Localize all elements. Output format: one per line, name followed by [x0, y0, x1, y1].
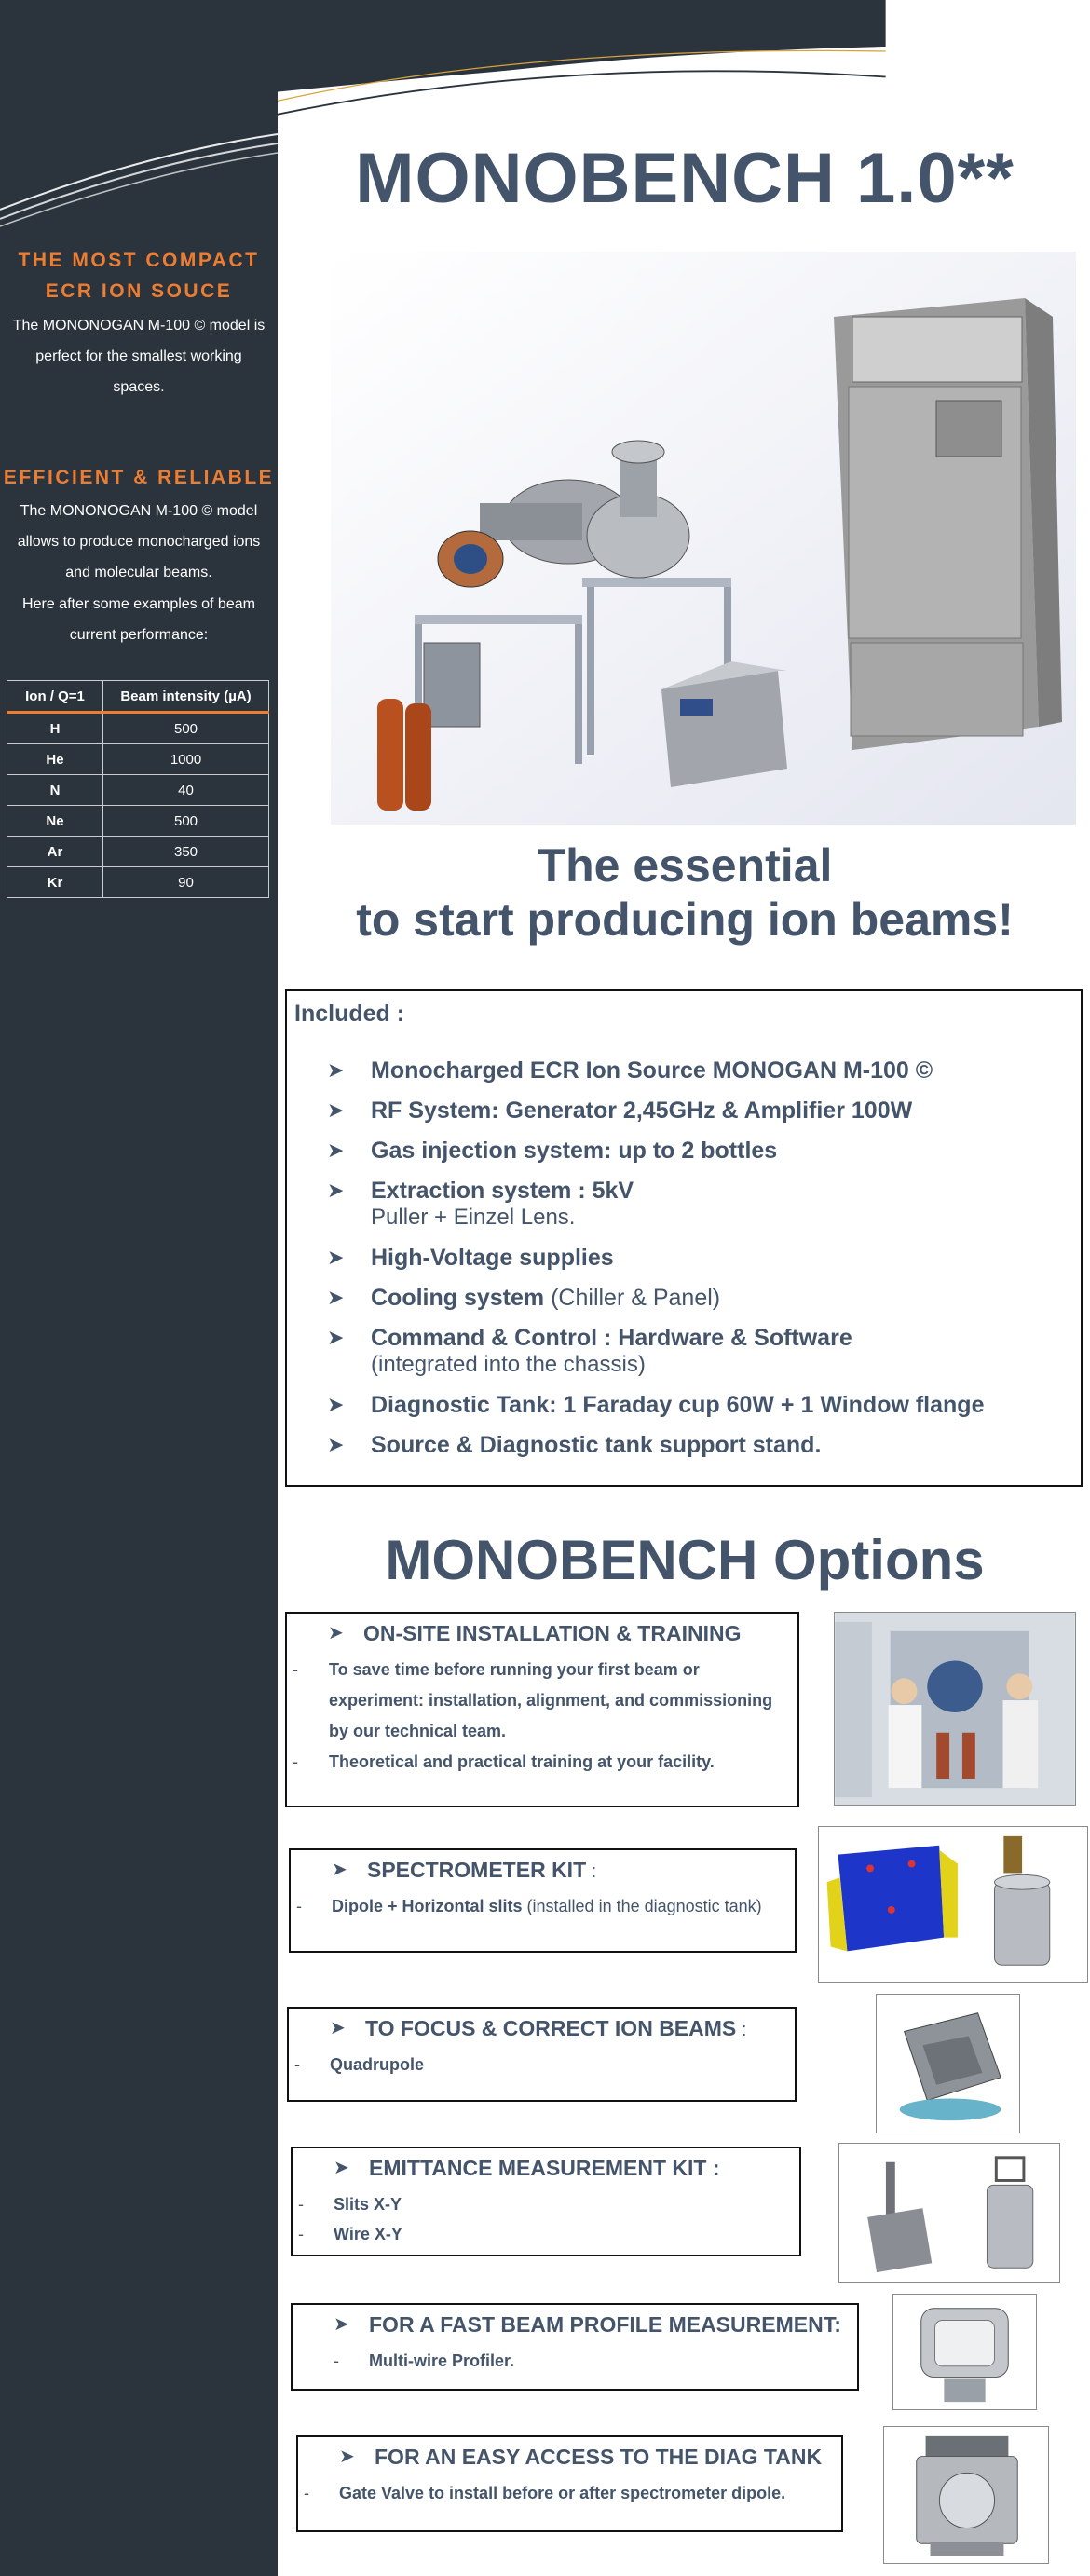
option-spectrometer-title	[367, 1858, 596, 1883]
arrow-bullet-icon: ➤	[327, 1098, 345, 1122]
page-title: MONOBENCH 1.0**	[355, 139, 1015, 218]
sidebar-reliable-text-3: and molecular beams.	[65, 565, 212, 580]
table-cell-value: 1000	[103, 744, 269, 775]
dash-bullet-icon: -	[298, 2225, 304, 2243]
option-emittance-title: EMITTANCE MEASUREMENT KIT :	[369, 2156, 720, 2180]
sidebar-reliable-text-2: allows to produce monocharged ions	[17, 534, 261, 550]
included-item-text: Monocharged ECR Ion Source MONOGAN M-100 ©	[371, 1057, 933, 1084]
arrow-bullet-icon: ➤	[327, 1326, 345, 1349]
table-cell-value: 90	[103, 867, 269, 898]
tagline	[279, 838, 1090, 947]
sidebar-compact-text-3: spaces.	[113, 379, 165, 395]
option-install-line-1: To save time before running your first beam or	[329, 1660, 700, 1679]
table-row	[7, 867, 269, 898]
dash-bullet-icon: -	[294, 2055, 300, 2074]
arrow-bullet-icon: ➤	[339, 2447, 355, 2467]
dash-bullet-icon: -	[304, 2484, 309, 2502]
table-cell-ion: H	[7, 713, 103, 744]
option-emittance-line-1: Slits X-Y	[334, 2195, 402, 2214]
option-spectrometer-title-suffix: :	[586, 1861, 597, 1882]
option-emittance-box	[291, 2147, 801, 2256]
included-item-sub: (integrated into the chassis)	[371, 1352, 646, 1377]
table-cell-value: 350	[103, 837, 269, 867]
option-profile-box	[291, 2303, 859, 2391]
option-emittance-line-2: Wire X-Y	[334, 2225, 402, 2243]
quadrupole-photo	[876, 1994, 1020, 2133]
table-header-ion: Ion / Q=1	[7, 681, 103, 713]
table-header-intensity: Beam intensity (µA)	[103, 681, 269, 713]
sidebar-compact-text-2: perfect for the smallest working	[35, 348, 242, 364]
table-cell-value: 500	[103, 806, 269, 837]
option-install-line-3: by our technical team.	[329, 1722, 507, 1740]
table-header-row	[7, 681, 269, 713]
included-item-rest: (Chiller & Panel)	[544, 1285, 721, 1311]
sidebar-reliable-text-4: Here after some examples of beam	[22, 596, 255, 612]
table-row	[7, 837, 269, 867]
included-item-text: Extraction system : 5kV	[371, 1178, 634, 1204]
included-title: Included :	[294, 1001, 405, 1027]
sidebar-compact-text-1: The MONONOGAN M-100 © model is	[12, 318, 266, 334]
option-focus-title	[365, 2016, 746, 2041]
option-spectrometer-title-text: SPECTROMETER KIT	[367, 1858, 587, 1882]
sidebar-reliable-text-1: The MONONOGAN M-100 © model	[20, 503, 258, 519]
arrow-bullet-icon: ➤	[327, 1138, 345, 1162]
emittance-kit-photo	[838, 2143, 1060, 2283]
option-diag-box	[296, 2435, 843, 2532]
option-diag-title: FOR AN EASY ACCESS TO THE DIAG TANK	[375, 2445, 823, 2469]
table-cell-ion: Kr	[7, 867, 103, 898]
option-install-line-4: Theoretical and practical training at your facility.	[329, 1752, 715, 1771]
spectrometer-photo	[818, 1826, 1088, 1983]
tagline-line-1: The essential	[537, 839, 833, 892]
table-row	[7, 806, 269, 837]
table-row	[7, 713, 269, 744]
arrow-bullet-icon: ➤	[327, 1393, 345, 1416]
table-cell-ion: N	[7, 775, 103, 806]
table-cell-value: 40	[103, 775, 269, 806]
option-spectrometer-box	[289, 1848, 797, 1953]
arrow-bullet-icon: ➤	[327, 1058, 345, 1082]
option-diag-line: Gate Valve to install before or after spectrometer dipole.	[339, 2484, 786, 2502]
option-spectrometer-line	[332, 1897, 762, 1916]
option-profile-title: FOR A FAST BEAM PROFILE MEASUREMENT:	[369, 2312, 841, 2337]
table-row	[7, 775, 269, 806]
dash-bullet-icon: -	[293, 1752, 298, 1771]
option-spectrometer-line-bold: Dipole + Horizontal slits	[332, 1897, 523, 1915]
included-item-text: High-Voltage supplies	[371, 1245, 614, 1271]
option-install-line-2: experiment: installation, alignment, and commissioning	[329, 1691, 773, 1710]
sidebar-heading-reliable: EFFICIENT & RELIABLE	[3, 467, 275, 488]
sidebar-swoosh-lines	[0, 121, 278, 233]
options-title: MONOBENCH Options	[385, 1529, 985, 1591]
included-box	[285, 989, 1083, 1487]
option-install-box	[285, 1612, 799, 1807]
option-profile-line: Multi-wire Profiler.	[369, 2351, 515, 2370]
arrow-bullet-icon: ➤	[327, 1246, 345, 1269]
arrow-bullet-icon: ➤	[327, 1179, 345, 1202]
arrow-bullet-icon: ➤	[328, 1623, 344, 1643]
arrow-bullet-icon: ➤	[332, 1860, 347, 1880]
included-item-text: Gas injection system: up to 2 bottles	[371, 1138, 778, 1164]
profiler-photo	[892, 2294, 1037, 2410]
sidebar-heading-compact-2: ECR ION SOUCE	[45, 280, 233, 302]
sidebar-heading-compact-1: THE MOST COMPACT	[18, 250, 260, 271]
included-item-sub: Puller + Einzel Lens.	[371, 1205, 576, 1230]
arrow-bullet-icon: ➤	[330, 2018, 346, 2038]
dash-bullet-icon: -	[296, 1897, 302, 1915]
option-spectrometer-line-rest: (installed in the diagnostic tank)	[522, 1897, 762, 1915]
option-focus-line: Quadrupole	[330, 2055, 425, 2074]
included-item-text: Cooling system	[371, 1285, 545, 1311]
option-focus-title-suffix: :	[736, 2020, 747, 2040]
monobench-product-image	[331, 252, 1076, 825]
installation-photo	[834, 1612, 1076, 1806]
included-item-text: Source & Diagnostic tank support stand.	[371, 1432, 822, 1458]
arrow-bullet-icon: ➤	[327, 1433, 345, 1456]
option-focus-box	[287, 2007, 797, 2102]
tagline-line-2: to start producing ion beams!	[356, 893, 1014, 946]
included-item-text: RF System: Generator 2,45GHz & Amplifier 100W	[371, 1097, 913, 1124]
sidebar-reliable-text-5: current performance:	[69, 627, 209, 643]
beam-intensity-table	[7, 680, 269, 898]
dash-bullet-icon: -	[334, 2351, 339, 2370]
option-install-title: ON-SITE INSTALLATION & TRAINING	[363, 1621, 742, 1645]
arrow-bullet-icon: ➤	[334, 2158, 349, 2178]
dash-bullet-icon: -	[298, 2195, 304, 2214]
table-cell-ion: Ar	[7, 837, 103, 867]
option-focus-title-text: TO FOCUS & CORRECT ION BEAMS	[365, 2016, 737, 2040]
gate-valve-photo	[883, 2426, 1049, 2564]
arrow-bullet-icon: ➤	[327, 1286, 345, 1309]
arrow-bullet-icon: ➤	[334, 2314, 349, 2335]
dash-bullet-icon: -	[293, 1660, 298, 1679]
included-item-text: Diagnostic Tank: 1 Faraday cup 60W + 1 Window flange	[371, 1392, 985, 1418]
table-cell-ion: He	[7, 744, 103, 775]
table-cell-value: 500	[103, 713, 269, 744]
included-item-text: Command & Control : Hardware & Software	[371, 1325, 852, 1351]
table-row	[7, 744, 269, 775]
table-cell-ion: Ne	[7, 806, 103, 837]
